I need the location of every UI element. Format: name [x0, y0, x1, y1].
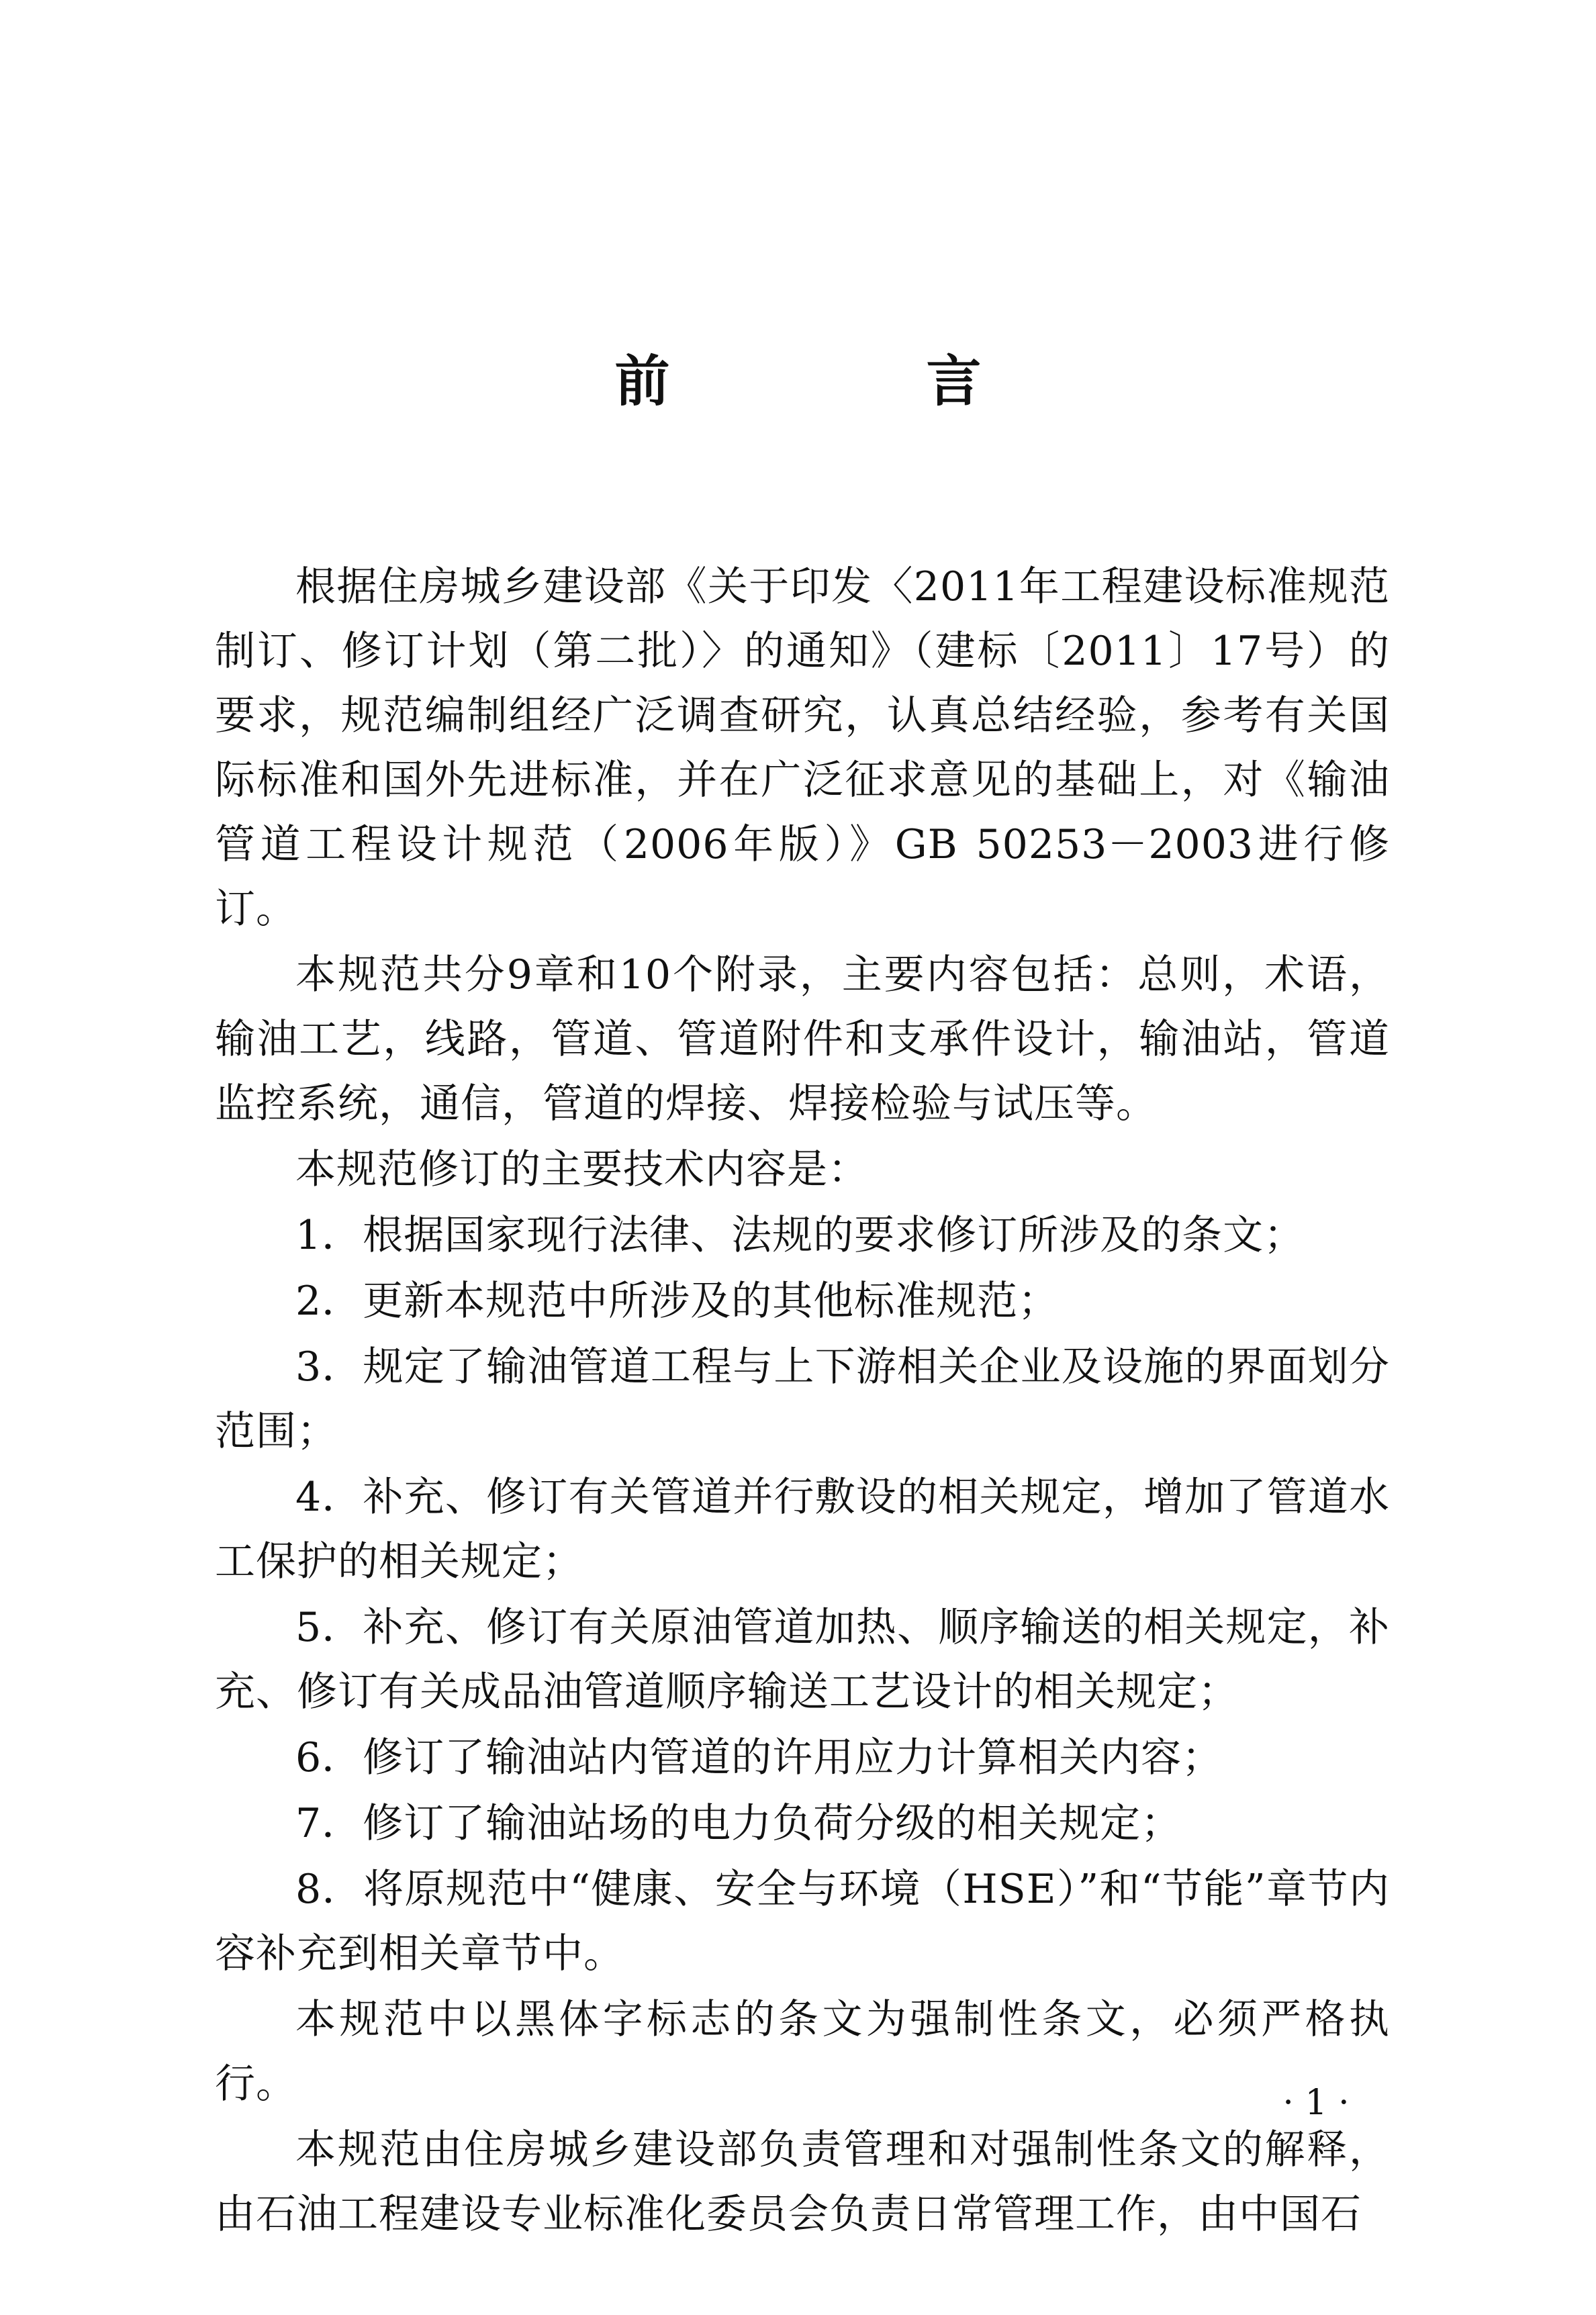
foreword-body	[215, 555, 1390, 2248]
page-title: 前 言	[614, 350, 1082, 414]
list-item-revision-6: 6．修订了输油站内管道的许用应力计算相关内容；	[295, 1734, 1223, 1781]
list-item-revision-7: 7．修订了输油站场的电力负荷分级的相关规定；	[295, 1800, 1182, 1847]
list-item-revision-1: 1．根据国家现行法律、法规的要求修订所涉及的条文；	[295, 1212, 1305, 1259]
paragraph-revision-intro: 本规范修订的主要技术内容是：	[295, 1146, 869, 1193]
list-item-revision-8: 8．将原规范中“健康、安全与环境（HSE）”和“节能”章节内容补充到相关章节中。	[215, 1866, 1390, 1977]
list-item-revision-2: 2．更新本规范中所涉及的其他标准规范；	[295, 1278, 1060, 1325]
paragraph-mandatory-clauses: 本规范中以黑体字标志的条文为强制性条文，必须严格执行。	[215, 1996, 1390, 2108]
paragraph-scope: 本规范共分9章和10个附录，主要内容包括：总则，术语，输油工艺，线路，管道、管道附件和支承件设计，输油站，管道监控系统，通信，管道的焊接、焊接检验与试压等。	[215, 951, 1390, 1127]
list-item-revision-5: 5．补充、修订有关原油管道加热、顺序输送的相关规定，补充、修订有关成品油管道顺序输送工艺设计的相关规定；	[215, 1604, 1390, 1715]
paragraph-management: 本规范由住房城乡建设部负责管理和对强制性条文的解释，由石油工程建设专业标准化委员会负责日常管理工作，由中国石	[215, 2126, 1390, 2238]
paragraph-basis: 根据住房城乡建设部《关于印发〈2011年工程建设标准规范制订、修订计划（第二批）〉的通知》（建标〔2011〕17号）的要求，规范编制组经广泛调查研究，认真总结经验，参考有关国际标准和国外先进标准，并在广泛征求意见的基础上，对《输油管道工程设计规范（2006年版）》GB 50253－2003进行修订。	[215, 563, 1390, 933]
page-number: · 1 ·	[1282, 2083, 1350, 2123]
list-item-revision-3: 3．规定了输油管道工程与上下游相关企业及设施的界面划分范围；	[215, 1343, 1390, 1455]
list-item-revision-4: 4．补充、修订有关管道并行敷设的相关规定，增加了管道水工保护的相关规定；	[215, 1474, 1390, 1585]
